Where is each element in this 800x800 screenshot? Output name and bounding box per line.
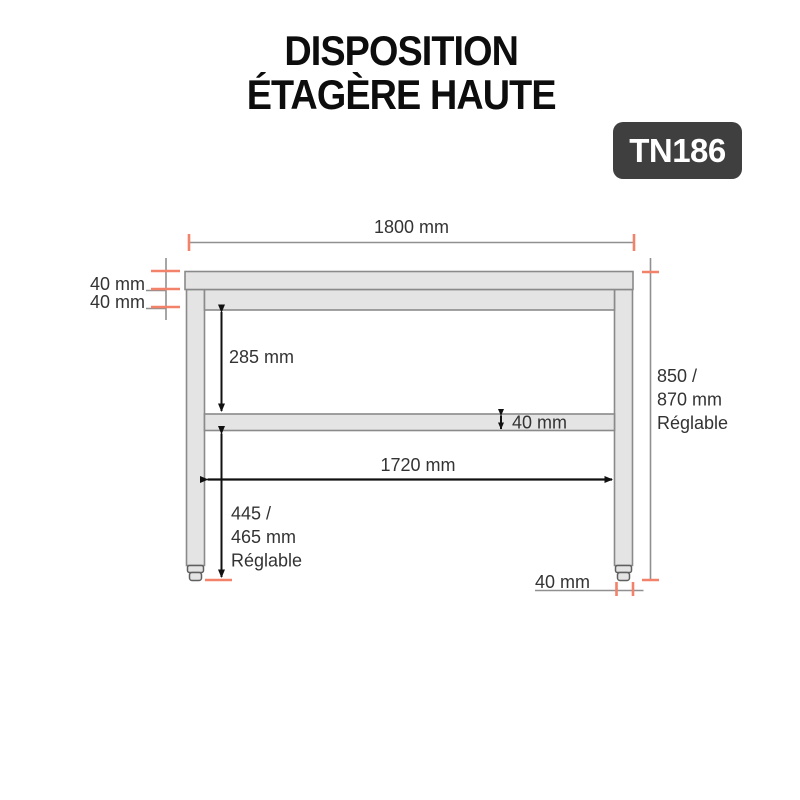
- dim-top-width: [189, 217, 634, 251]
- product-code-label: TN186: [629, 131, 726, 169]
- dim-frame-thickness-label: 40 mm: [89, 292, 145, 312]
- under-frame: [205, 290, 615, 311]
- dim-leg-height-label-3: Réglable: [231, 550, 303, 571]
- dim-inner-width: [208, 455, 613, 480]
- dim-inner-width-label: 1720 mm: [380, 455, 456, 475]
- dim-leg-height-label-2: 465 mm: [231, 527, 297, 547]
- left-foot: [190, 573, 202, 581]
- left-leg: [187, 290, 205, 566]
- tabletop: [185, 272, 633, 290]
- page-title-line2: ÉTAGÈRE HAUTE: [246, 71, 556, 118]
- dim-total-height-label-3: Réglable: [657, 413, 729, 433]
- dim-total-height-label-2: 870 mm: [657, 389, 723, 410]
- dim-top-to-shelf-label: 285 mm: [229, 347, 295, 367]
- dim-top-thickness-group: [90, 258, 180, 320]
- right-foot: [618, 573, 630, 581]
- right-leg: [615, 290, 633, 566]
- page-title-line1: DISPOSITION: [284, 27, 519, 74]
- dim-total-height: [642, 258, 728, 580]
- dim-top-width-label: 1800 mm: [373, 217, 450, 237]
- dim-foot-width-label: 40 mm: [534, 572, 590, 592]
- left-foot-collar: [188, 566, 204, 573]
- dim-shelf-thickness-label: 40 mm: [512, 412, 568, 433]
- dim-top-thickness-label: 40 mm: [89, 274, 145, 294]
- right-foot-collar: [616, 566, 632, 573]
- dim-top-to-shelf: [222, 312, 295, 411]
- dim-total-height-label-1: 850 /: [657, 366, 698, 386]
- dim-leg-height: [205, 434, 302, 581]
- dim-leg-height-label-1: 445 /: [231, 503, 272, 524]
